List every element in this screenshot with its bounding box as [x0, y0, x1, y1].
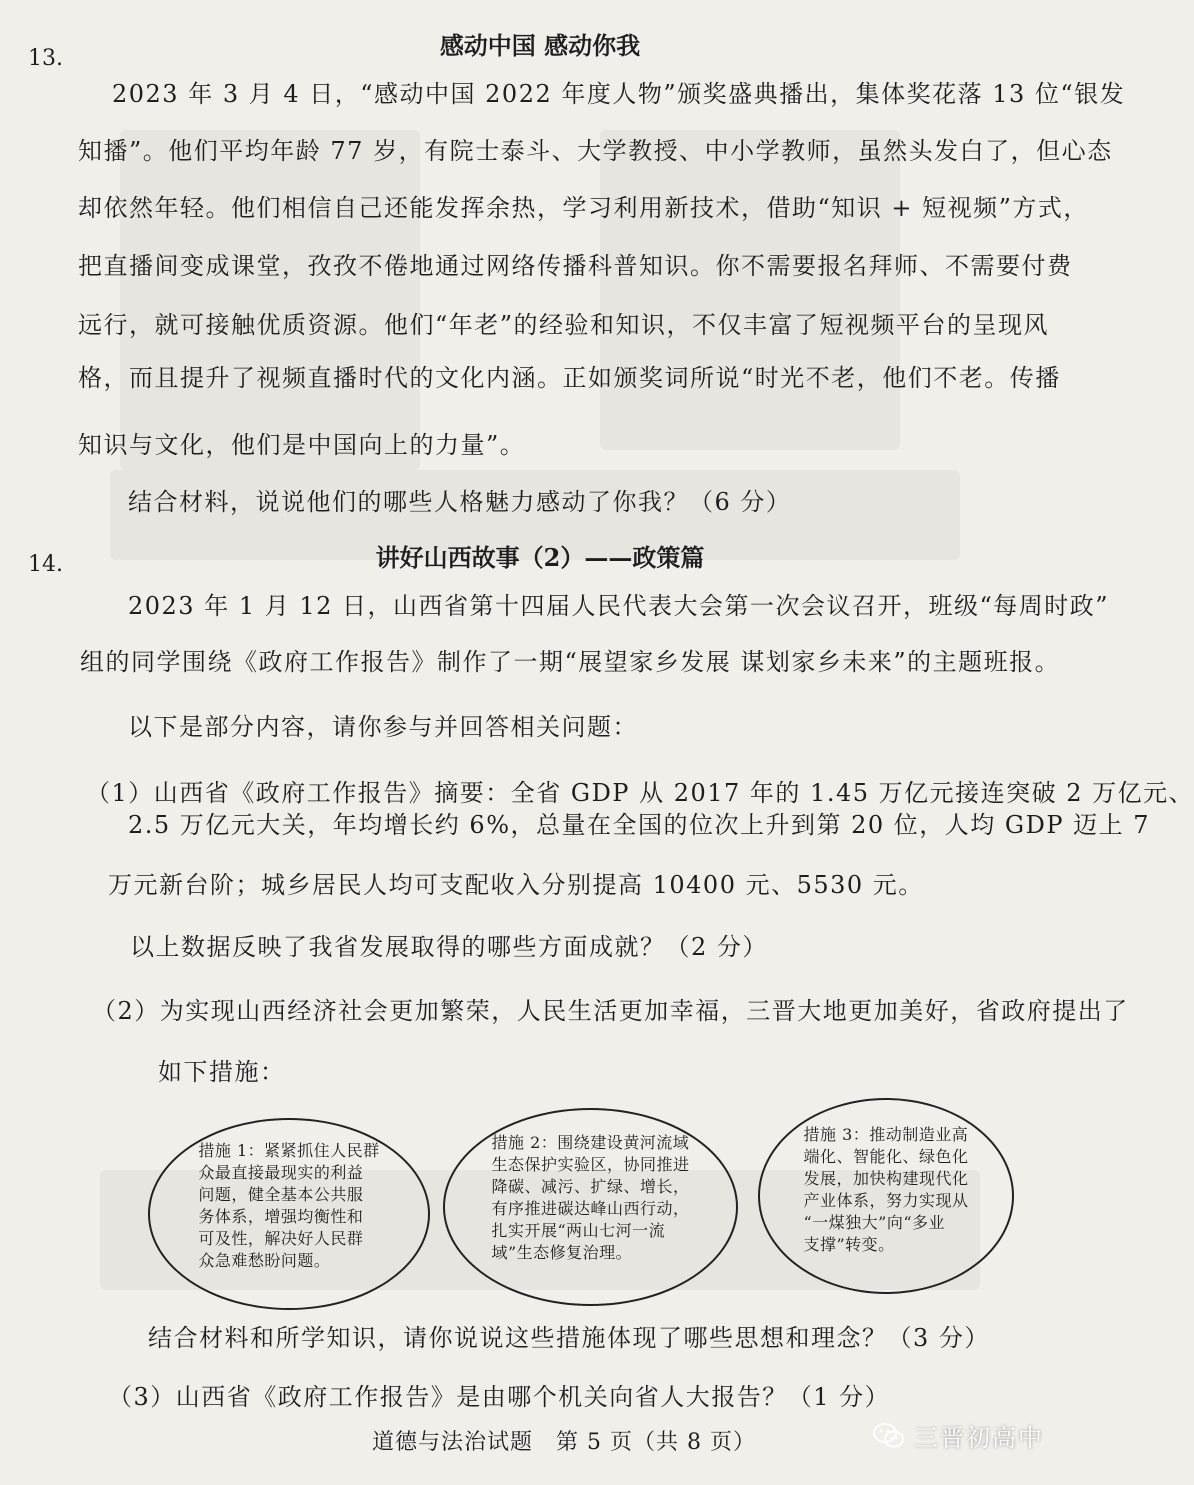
bleed-through-shadow: [600, 130, 900, 450]
q14-part1-line: 万元新台阶；城乡居民人均可支配收入分别提高 10400 元、5530 元。: [108, 871, 924, 899]
measure-1-text: 措施 1：紧紧抓住人民群 众最直接最现实的利益 问题，健全基本公共服 务体系，增强均衡性和 可及性，解决好人民群 众急难愁盼问题。: [198, 1141, 380, 1270]
q14-intro-line: 2023 年 1 月 12 日，山西省第十四届人民代表大会第一次会议召开，班级“每周时政”: [128, 592, 1110, 620]
q14-part1-question: 以上数据反映了我省发展取得的哪些方面成就？（2 分）: [130, 933, 768, 961]
measure-3-oval: [758, 1098, 1014, 1294]
q13-material-line: 知播”。他们平均年龄 77 岁，有院士泰斗、大学教授、中小学教师，虽然头发白了，但心态: [78, 137, 1113, 165]
question-14-number: 14.: [28, 552, 63, 577]
q14-part2-line: （2）为实现山西经济社会更加繁荣，人民生活更加幸福，三晋大地更加美好，省政府提出了: [92, 997, 1129, 1025]
q14-part3-question: （3）山西省《政府工作报告》是由哪个机关向省人大报告？（1 分）: [108, 1383, 891, 1411]
q13-material-line: 2023 年 3 月 4 日，“感动中国 2022 年度人物”颁奖盛典播出，集体奖花落 13 位“银发: [112, 80, 1126, 108]
q13-material-line: 远行，就可接触优质资源。他们“年老”的经验和知识，不仅丰富了短视频平台的呈现风: [78, 311, 1050, 339]
question-13-title: 感动中国 感动你我: [439, 31, 641, 60]
q13-material-line: 却依然年轻。他们相信自己还能发挥余热，学习利用新技术，借助“知识 + 短视频”方式，: [78, 194, 1089, 222]
q13-material-line: 知识与文化，他们是中国向上的力量”。: [78, 431, 526, 459]
q13-material-line: 格，而且提升了视频直播时代的文化内涵。正如颁奖词所说“时光不老，他们不老。传播: [78, 364, 1061, 392]
q14-part1-line: 2.5 万亿元大关，年均增长约 6%，总量在全国的位次上升到第 20 位，人均 GDP 迈上 7: [128, 811, 1151, 839]
measure-2-oval: [443, 1108, 738, 1306]
measure-3-text: 措施 3：推动制造业高 端化、智能化、绿色化 发展，加快构建现代化 产业体系，努力实现从 “一煤独大”向“多业 支撑”转变。: [803, 1125, 969, 1254]
measure-2-text: 措施 2：围绕建设黄河流域 生态保护实验区，协同推进 降碳、减污、扩绿、增长， 有序推进碳达峰山西行动， 扎实开展“两山七河一流 域”生态修复治理。: [491, 1133, 690, 1262]
q13-material-line: 把直播间变成课堂，孜孜不倦地通过网络传播科普知识。你不需要报名拜师、不需要付费: [78, 252, 1073, 280]
wechat-watermark: [872, 1418, 1044, 1453]
q14-intro-line: 组的同学围绕《政府工作报告》制作了一期“展望家乡发展 谋划家乡未来”的主题班报。: [80, 648, 1061, 676]
watermark-text: 三晋初高中: [914, 1424, 1044, 1452]
page-footer: 道德与法治试题 第 5 页（共 8 页）: [372, 1430, 756, 1455]
bleed-through-shadow: [120, 130, 420, 470]
question-13-number: 13.: [28, 46, 63, 71]
question-14-title: 讲好山西故事（2）——政策篇: [375, 543, 705, 572]
q14-part2-line: 如下措施：: [158, 1058, 286, 1086]
measure-1-oval: [148, 1118, 430, 1310]
q14-part2-question: 结合材料和所学知识，请你说说这些措施体现了哪些思想和理念？（3 分）: [148, 1324, 990, 1352]
q14-part1-line: （1）山西省《政府工作报告》摘要：全省 GDP 从 2017 年的 1.45 万亿元接连突破 2 万亿元、: [86, 779, 1194, 807]
wechat-icon: [872, 1422, 906, 1450]
q13-question: 结合材料，说说他们的哪些人格魅力感动了你我？（6 分）: [128, 488, 792, 516]
q14-intro-line: 以下是部分内容，请你参与并回答相关问题：: [128, 713, 638, 741]
